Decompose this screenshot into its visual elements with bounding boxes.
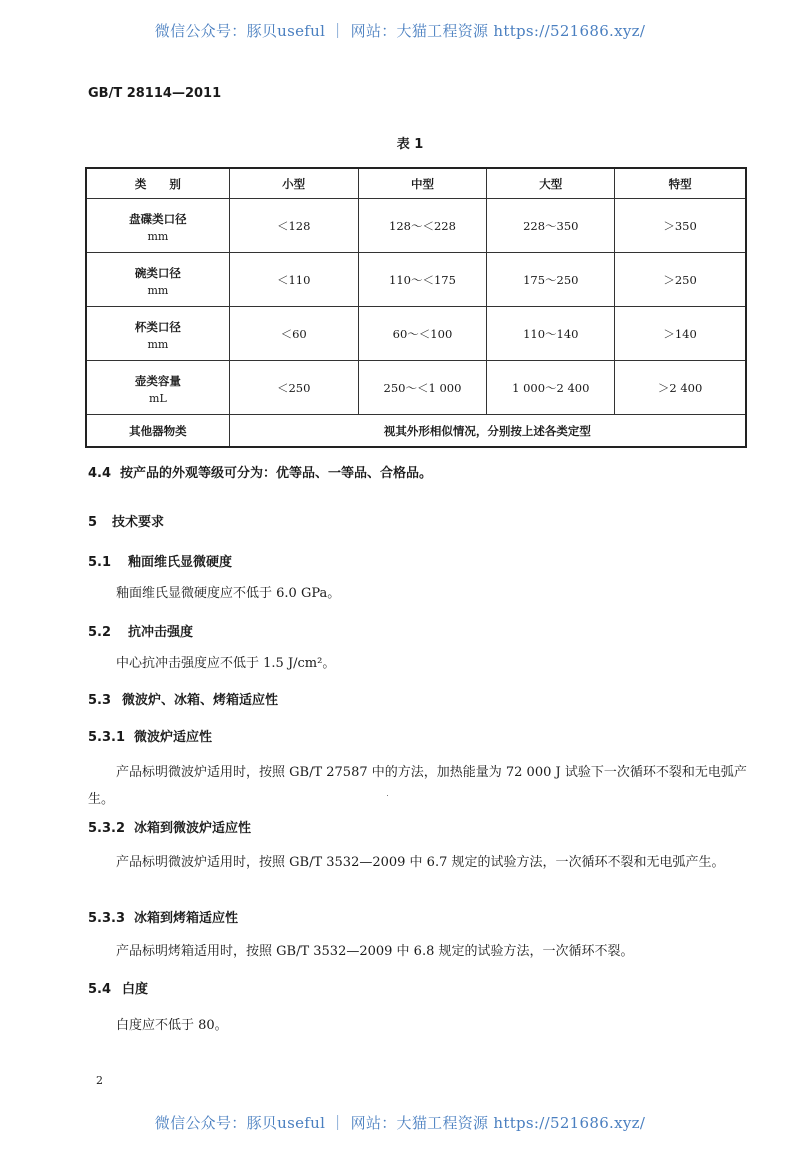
section-5-3-1-heading bbox=[88, 726, 212, 745]
row-category-cell bbox=[86, 199, 229, 253]
section-title: 微波炉适应性 bbox=[134, 730, 213, 745]
section-number: 5.2 bbox=[88, 625, 112, 640]
column-header-medium: 中型 bbox=[358, 168, 487, 199]
section-number: 5.4 bbox=[88, 982, 112, 997]
row-category-cell bbox=[86, 415, 229, 448]
value-cell: 250～＜1 000 bbox=[358, 361, 487, 415]
section-5-4-heading bbox=[88, 978, 148, 997]
section-5-1-heading bbox=[88, 551, 232, 570]
value-cell: ＞2 400 bbox=[615, 361, 746, 415]
section-5-4-body: 白度应不低于 80。 bbox=[116, 1018, 228, 1033]
value-cell: ＞140 bbox=[615, 307, 746, 361]
column-header-category: 类 别 bbox=[86, 168, 229, 199]
classification-table bbox=[85, 167, 747, 448]
section-number: 5.1 bbox=[88, 555, 112, 570]
document-code: GB/T 28114—2011 bbox=[88, 86, 222, 101]
category-label: 盘碟类口径 bbox=[129, 212, 187, 226]
unit-label: mL bbox=[149, 392, 167, 405]
unit-label: mm bbox=[147, 230, 169, 243]
section-title: 技术要求 bbox=[112, 515, 165, 530]
section-number: 5.3 bbox=[88, 693, 112, 708]
section-5-3-heading bbox=[88, 689, 278, 708]
section-title: 抗冲击强度 bbox=[128, 625, 194, 640]
clause-text: 按产品的外观等级可分为：优等品、一等品、合格品。 bbox=[120, 466, 433, 481]
table-caption: 表 1 bbox=[396, 137, 424, 152]
section-5-2-heading bbox=[88, 621, 193, 640]
value-cell: 60～＜100 bbox=[358, 307, 487, 361]
value-cell: ＜60 bbox=[229, 307, 358, 361]
row-category-cell bbox=[86, 361, 229, 415]
section-title: 冰箱到烤箱适应性 bbox=[134, 911, 239, 926]
section-5-3-2-heading bbox=[88, 817, 251, 836]
value-cell: 110～140 bbox=[487, 307, 615, 361]
clause-4-4 bbox=[88, 462, 432, 481]
watermark-top: 微信公众号：豚贝useful ｜ 网站：大猫工程资源 https://521686.xyz/ bbox=[154, 22, 646, 40]
section-5-3-1-body: 产品标明微波炉适用时，按照 GB/T 27587 中的方法，加热能量为 72 000 J 试验下一次循环不裂和无电弧产生。 bbox=[88, 765, 747, 807]
value-cell: 128～＜228 bbox=[358, 199, 487, 253]
column-header-special: 特型 bbox=[615, 168, 746, 199]
column-header-small: 小型 bbox=[229, 168, 358, 199]
section-title: 釉面维氏显微硬度 bbox=[128, 555, 233, 570]
value-cell: 1 000～2 400 bbox=[487, 361, 615, 415]
category-label: 壶类容量 bbox=[134, 374, 181, 388]
table-row bbox=[86, 253, 746, 307]
section-5-3-3-heading bbox=[88, 907, 238, 926]
section-number: 5.3.1 bbox=[88, 730, 126, 745]
value-cell: 110～＜175 bbox=[358, 253, 487, 307]
value-cell: ＞250 bbox=[615, 253, 746, 307]
section-5-3-2-body: 产品标明微波炉适用时，按照 GB/T 3532—2009 中 6.7 规定的试验方法，一次循环不裂和无电弧产生。 bbox=[116, 855, 725, 870]
section-5-heading bbox=[88, 511, 164, 530]
value-cell: ＜110 bbox=[229, 253, 358, 307]
section-number: 5 bbox=[88, 515, 98, 530]
value-cell: 228～350 bbox=[487, 199, 615, 253]
watermark-bottom: 微信公众号：豚贝useful ｜ 网站：大猫工程资源 https://521686.xyz/ bbox=[154, 1114, 646, 1132]
value-cell: 175～250 bbox=[487, 253, 615, 307]
value-cell: ＜128 bbox=[229, 199, 358, 253]
column-header-large: 大型 bbox=[487, 168, 615, 199]
category-label: 杯类口径 bbox=[134, 320, 181, 334]
category-label: 碗类口径 bbox=[134, 266, 181, 280]
section-title: 冰箱到微波炉适应性 bbox=[134, 821, 252, 836]
section-5-1-body: 釉面维氏显微硬度应不低于 6.0 GPa。 bbox=[116, 586, 341, 601]
clause-number: 4.4 bbox=[88, 466, 112, 481]
unit-label: mm bbox=[147, 338, 169, 351]
section-number: 5.3.3 bbox=[88, 911, 126, 926]
value-cell: ＞350 bbox=[615, 199, 746, 253]
row-category-cell bbox=[86, 307, 229, 361]
table-row-other bbox=[86, 415, 746, 448]
section-title: 白度 bbox=[122, 982, 149, 997]
section-title: 微波炉、冰箱、烤箱适应性 bbox=[122, 693, 279, 708]
unit-label: mm bbox=[147, 284, 169, 297]
section-5-3-3-body: 产品标明烤箱适用时，按照 GB/T 3532—2009 中 6.8 规定的试验方法，一次循环不裂。 bbox=[116, 944, 634, 959]
row-category-cell bbox=[86, 253, 229, 307]
page-number: 2 bbox=[96, 1074, 103, 1087]
section-number: 5.3.2 bbox=[88, 821, 126, 836]
table-header-row bbox=[86, 168, 746, 199]
category-label: 其他器物类 bbox=[129, 423, 187, 438]
scan-speck bbox=[387, 795, 388, 796]
table-row bbox=[86, 361, 746, 415]
value-cell: ＜250 bbox=[229, 361, 358, 415]
merged-value-cell: 视其外形相似情况，分别按上述各类定型 bbox=[229, 415, 746, 448]
table-row bbox=[86, 199, 746, 253]
table-row bbox=[86, 307, 746, 361]
section-5-2-body: 中心抗冲击强度应不低于 1.5 J/cm²。 bbox=[116, 656, 336, 671]
